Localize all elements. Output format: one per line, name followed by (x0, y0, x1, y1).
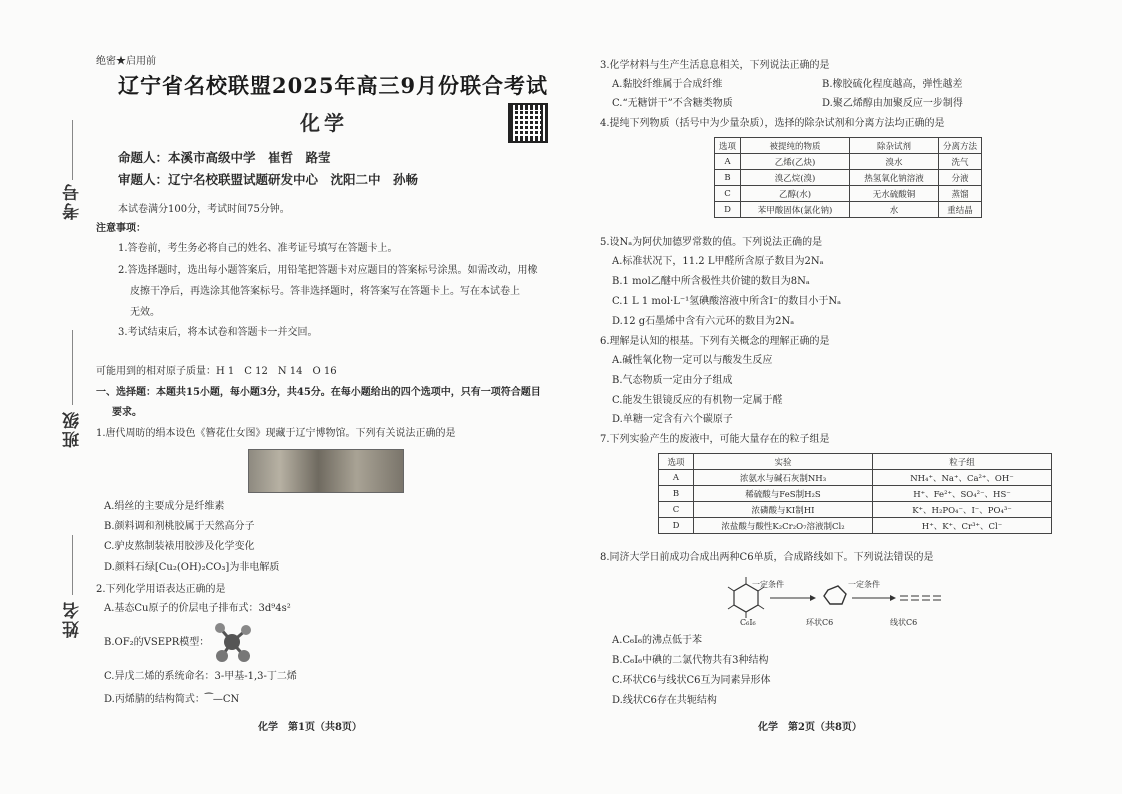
q5-option: C.1 L 1 mol·L⁻¹氢碘酸溶液中所含I⁻的数目小于Nₐ (612, 296, 842, 307)
table-header: 分离方法 (939, 138, 982, 154)
table-cell: 洗气 (939, 154, 982, 170)
table-row (715, 202, 982, 218)
reviewer-line: 审题人：辽宁名校联盟试题研发中心 沈阳二中 孙畅 (118, 172, 419, 187)
table-row (659, 486, 1052, 502)
q6-option: B.气态物质一定由分子组成 (612, 375, 733, 386)
notes-heading: 注意事项： (96, 223, 146, 234)
q7-table (658, 453, 1052, 534)
scheme-condition-2: 一定条件 (848, 580, 880, 589)
section-heading: 一、选择题：本题共15小题，每小题3分，共45分。在每小题给出的四个选项中，只有一项符合题目 (96, 387, 541, 398)
q8-option: B.C₆I₆中碘的二氯代物共有3种结构 (612, 655, 769, 666)
table-cell: C (659, 502, 694, 518)
table-header: 选项 (715, 138, 741, 154)
table-row (659, 518, 1052, 534)
scheme-label-c6i6: C₆I₆ (740, 618, 756, 627)
table-row (715, 170, 982, 186)
table-cell: 热氢氧化钠溶液 (850, 170, 939, 186)
note-item: 1.答卷前，考生务必将自己的姓名、准考证号填写在答题卡上。 (118, 243, 398, 254)
table-cell: 溴水 (850, 154, 939, 170)
q6-option: C.能发生银镜反应的有机物一定属于醛 (612, 395, 783, 406)
table-row (659, 502, 1052, 518)
class-label: 班级 (63, 410, 83, 448)
q3-option: C.“无糖饼干”不含糖类物质 (612, 98, 733, 109)
note-item: 3.考试结束后，将本试卷和答题卡一并交回。 (118, 327, 318, 338)
table-cell: 乙醇(水) (741, 186, 850, 202)
q2-option: C.异戊二烯的系统命名：3-甲基-1,3-丁二烯 (104, 671, 297, 682)
table-cell: 稀硫酸与FeS制H₂S (694, 486, 873, 502)
table-header: 粒子组 (873, 454, 1052, 470)
table-cell: H⁺、Fe²⁺、SO₄²⁻、HS⁻ (873, 486, 1052, 502)
subject-title: 化学 (300, 111, 348, 135)
table-cell: B (715, 170, 741, 186)
table-row (715, 154, 982, 170)
q8-option: C.环状C6与线状C6互为同素异形体 (612, 675, 771, 686)
table-cell: 蒸馏 (939, 186, 982, 202)
q4-table (714, 137, 982, 218)
table-cell: 浓磷酸与KI制HI (694, 502, 873, 518)
q8-option: A.C₆I₆的沸点低于苯 (612, 635, 703, 646)
q5-option: A.标准状况下，11.2 L甲醛所含原子数目为2Nₐ (612, 256, 824, 267)
scheme-label-ring: 环状C6 (806, 618, 834, 627)
table-cell: D (659, 518, 694, 534)
exam-number-label: 考号 (63, 182, 83, 220)
class-line (72, 330, 73, 405)
table-cell: 无水硫酸铜 (850, 186, 939, 202)
question-3-stem: 3.化学材料与生产生活息息相关，下列说法正确的是 (600, 60, 830, 71)
qr-code-icon (508, 103, 548, 143)
table-cell: 乙烯(乙炔) (741, 154, 850, 170)
q2-option: D.丙烯腈的结构简式：⁀—CN (104, 694, 240, 705)
score-note: 本试卷满分100分，考试时间75分钟。 (118, 204, 290, 215)
q2-option: B.OF₂的VSEPR模型： (104, 637, 210, 648)
exam-title: 辽宁省名校联盟2025年高三9月份联合考试 (118, 73, 549, 98)
table-cell: 浓盐酸与酸性K₂Cr₂O₇溶液制Cl₂ (694, 518, 873, 534)
question-4-stem: 4.提纯下列物质（括号中为少量杂质），选择的除杂试剂和分离方法均正确的是 (600, 118, 945, 129)
table-row (659, 470, 1052, 486)
table-header-row (659, 454, 1052, 470)
q1-option: A.绢丝的主要成分是纤维素 (104, 501, 225, 512)
table-header: 选项 (659, 454, 694, 470)
table-cell: H⁺、K⁺、Cr³⁺、Cl⁻ (873, 518, 1052, 534)
page-footer-left: 化学 第1页（共8页） (258, 722, 362, 733)
table-cell: 重结晶 (939, 202, 982, 218)
note-item: 皮擦干净后，再选涂其他答案标号。答非选择题时，将答案写在答题卡上。写在本试卷上 (130, 286, 520, 297)
question-6-stem: 6.理解是认知的根基。下列有关概念的理解正确的是 (600, 336, 830, 347)
q3-option: B.橡胶硫化程度越高，弹性越差 (822, 79, 963, 90)
table-cell: B (659, 486, 694, 502)
q1-option: B.颜料调和剂桃胶属于天然高分子 (104, 521, 255, 532)
painting-image (248, 449, 404, 493)
note-item: 无效。 (130, 307, 160, 318)
table-cell: C (715, 186, 741, 202)
question-1-stem: 1.唐代周昉的绢本设色《簪花仕女图》现藏于辽宁博物馆。下列有关说法正确的是 (96, 428, 456, 439)
q6-option: D.单糖一定含有六个碳原子 (612, 414, 733, 425)
table-cell: 苯甲酸固体(氯化钠) (741, 202, 850, 218)
scheme-label-linear: 线状C6 (890, 618, 918, 627)
vsepr-model-icon (210, 618, 254, 664)
table-cell: A (659, 470, 694, 486)
table-header: 除杂试剂 (850, 138, 939, 154)
q1-option: C.驴皮熬制装裱用胶涉及化学变化 (104, 541, 255, 552)
table-row (715, 186, 982, 202)
question-7-stem: 7.下列实验产生的废液中，可能大量存在的粒子组是 (600, 434, 830, 445)
table-header: 被提纯的物质 (741, 138, 850, 154)
exam-number-line (72, 120, 73, 180)
table-cell: 水 (850, 202, 939, 218)
section-heading-cont: 要求。 (112, 407, 142, 418)
table-cell: 溴乙烷(溴) (741, 170, 850, 186)
table-cell: K⁺、H₂PO₄⁻、I⁻、PO₄³⁻ (873, 502, 1052, 518)
q6-option: A.碱性氧化物一定可以与酸发生反应 (612, 355, 773, 366)
q2-option: A.基态Cu原子的价层电子排布式：3d⁹4s² (104, 603, 291, 614)
question-2-stem: 2.下列化学用语表达正确的是 (96, 584, 226, 595)
table-cell: NH₄⁺、Na⁺、Ca²⁺、OH⁻ (873, 470, 1052, 486)
q3-option: D.聚乙烯醇由加聚反应一步制得 (822, 98, 963, 109)
author-line: 命题人：本溪市高级中学 崔哲 路莹 (118, 150, 331, 165)
table-cell: A (715, 154, 741, 170)
q8-option: D.线状C6存在共轭结构 (612, 695, 717, 706)
q5-option: B.1 mol乙醚中所含极性共价键的数目为8Nₐ (612, 276, 810, 287)
secret-mark: 绝密★启用前 (96, 56, 156, 67)
question-5-stem: 5.设Nₐ为阿伏加德罗常数的值。下列说法正确的是 (600, 237, 823, 248)
table-cell: D (715, 202, 741, 218)
q5-option: D.12 g石墨烯中含有六元环的数目为2Nₐ (612, 316, 795, 327)
table-header: 实验 (694, 454, 873, 470)
note-item: 2.答选择题时，选出每小题答案后，用铅笔把答题卡对应题目的答案标号涂黑。如需改动，用橡 (118, 265, 538, 276)
question-8-stem: 8.同济大学日前成功合成出两种C6单质，合成路线如下。下列说法错误的是 (600, 552, 934, 563)
name-line (72, 535, 73, 595)
scheme-condition-1: 一定条件 (752, 580, 784, 589)
table-cell: 分液 (939, 170, 982, 186)
q3-option: A.黏胶纤维属于合成纤维 (612, 79, 723, 90)
table-cell: 浓氨水与碱石灰制NH₃ (694, 470, 873, 486)
page-footer-right: 化学 第2页（共8页） (758, 722, 862, 733)
atomic-mass-note: 可能用到的相对原子质量：H 1 C 12 N 14 O 16 (96, 366, 337, 377)
name-label: 姓名 (63, 600, 83, 638)
q1-option: D.颜料石绿[Cu₂(OH)₂CO₃]为非电解质 (104, 562, 280, 573)
table-header-row (715, 138, 982, 154)
